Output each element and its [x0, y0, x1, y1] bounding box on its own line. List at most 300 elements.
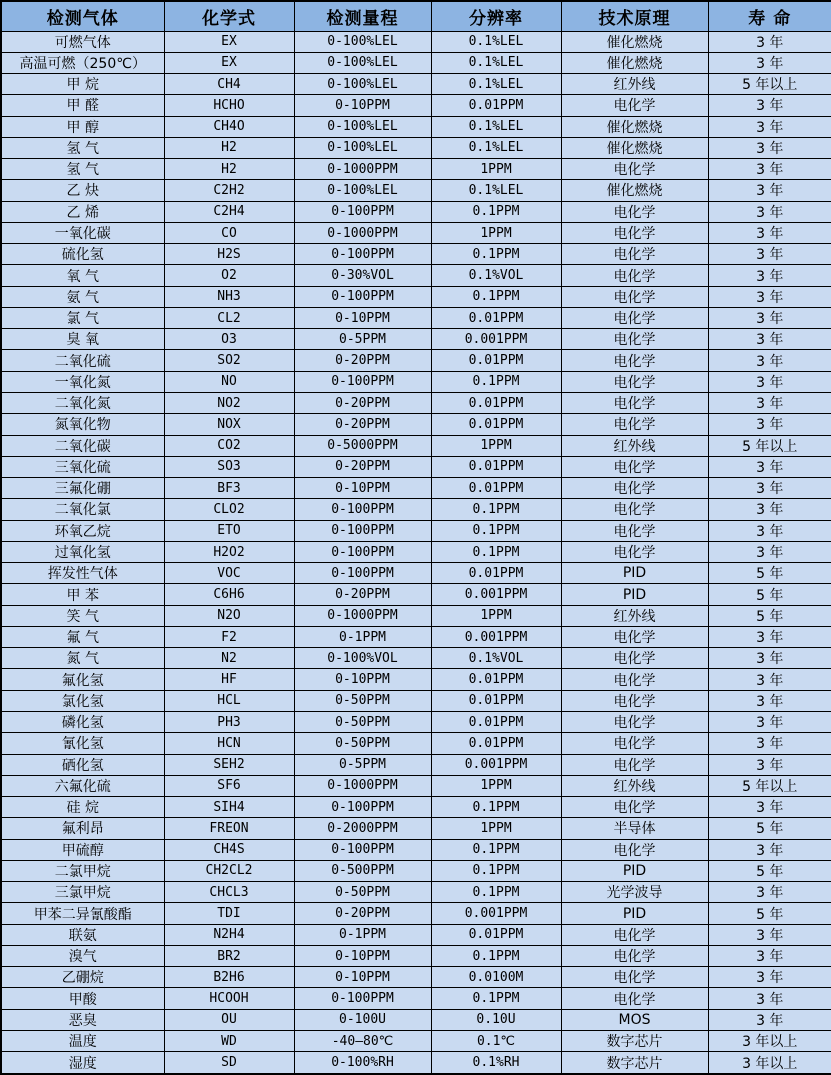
cell-formula: CH4S — [164, 839, 294, 860]
cell-range: 0-100PPM — [294, 499, 431, 520]
table-row — [1, 1009, 831, 1030]
cell-formula: HCN — [164, 733, 294, 754]
cell-lifespan: 3 年 — [708, 626, 831, 647]
cell-principle: 电化学 — [561, 967, 708, 988]
cell-resolution: 0.001PPM — [431, 903, 561, 924]
cell-lifespan: 3 年 — [708, 690, 831, 711]
cell-formula: N2 — [164, 648, 294, 669]
cell-formula: PH3 — [164, 712, 294, 733]
cell-range: 0-500PPM — [294, 860, 431, 881]
cell-principle: 电化学 — [561, 945, 708, 966]
cell-formula: SEH2 — [164, 754, 294, 775]
cell-formula: B2H6 — [164, 967, 294, 988]
table-row — [1, 712, 831, 733]
cell-principle: 电化学 — [561, 924, 708, 945]
cell-resolution: 0.01PPM — [431, 393, 561, 414]
cell-lifespan: 3 年 — [708, 286, 831, 307]
cell-formula: FREON — [164, 818, 294, 839]
cell-formula: NOX — [164, 414, 294, 435]
column-header-principle: 技术原理 — [561, 1, 708, 31]
cell-lifespan: 3 年 — [708, 307, 831, 328]
cell-formula: SF6 — [164, 775, 294, 796]
table-row — [1, 265, 831, 286]
cell-gas: 联氨 — [1, 924, 164, 945]
cell-principle: 电化学 — [561, 626, 708, 647]
table-row — [1, 329, 831, 350]
cell-formula: CH2CL2 — [164, 860, 294, 881]
cell-range: 0-10PPM — [294, 307, 431, 328]
cell-resolution: 0.1PPM — [431, 499, 561, 520]
cell-range: 0-100PPM — [294, 371, 431, 392]
cell-formula: O2 — [164, 265, 294, 286]
column-header-resolution: 分辨率 — [431, 1, 561, 31]
cell-formula: H2O2 — [164, 541, 294, 562]
table-row — [1, 159, 831, 180]
cell-gas: 氨 气 — [1, 286, 164, 307]
cell-gas: 溴气 — [1, 945, 164, 966]
cell-principle: PID — [561, 584, 708, 605]
cell-formula: CHCL3 — [164, 882, 294, 903]
cell-principle: 半导体 — [561, 818, 708, 839]
cell-resolution: 0.1PPM — [431, 371, 561, 392]
cell-lifespan: 5 年 — [708, 903, 831, 924]
cell-formula: N2O — [164, 605, 294, 626]
cell-lifespan: 3 年 — [708, 95, 831, 116]
cell-resolution: 0.10U — [431, 1009, 561, 1030]
cell-gas: 氮 气 — [1, 648, 164, 669]
cell-principle: 光学波导 — [561, 882, 708, 903]
cell-gas: 二氧化氮 — [1, 393, 164, 414]
cell-lifespan: 3 年 — [708, 967, 831, 988]
cell-formula: NH3 — [164, 286, 294, 307]
cell-resolution: 0.0100M — [431, 967, 561, 988]
cell-gas: 可燃气体 — [1, 31, 164, 52]
cell-principle: 电化学 — [561, 499, 708, 520]
cell-gas: 六氟化硫 — [1, 775, 164, 796]
cell-resolution: 0.01PPM — [431, 478, 561, 499]
cell-resolution: 0.1%LEL — [431, 180, 561, 201]
cell-range: 0-50PPM — [294, 882, 431, 903]
cell-lifespan: 3 年 — [708, 499, 831, 520]
cell-lifespan: 3 年 — [708, 350, 831, 371]
cell-range: 0-10PPM — [294, 95, 431, 116]
cell-gas: 氟 气 — [1, 626, 164, 647]
cell-range: 0-100PPM — [294, 563, 431, 584]
cell-lifespan: 3 年 — [708, 180, 831, 201]
cell-range: 0-100%LEL — [294, 74, 431, 95]
cell-lifespan: 3 年 — [708, 52, 831, 73]
table-row — [1, 1030, 831, 1051]
column-header-formula: 化学式 — [164, 1, 294, 31]
cell-range: 0-2000PPM — [294, 818, 431, 839]
cell-principle: PID — [561, 860, 708, 881]
cell-principle: 红外线 — [561, 435, 708, 456]
cell-gas: 甲苯二异氰酸酯 — [1, 903, 164, 924]
cell-range: 0-50PPM — [294, 690, 431, 711]
cell-lifespan: 5 年 — [708, 563, 831, 584]
table-row — [1, 605, 831, 626]
cell-principle: 催化燃烧 — [561, 52, 708, 73]
table-row — [1, 244, 831, 265]
cell-range: 0-1000PPM — [294, 605, 431, 626]
cell-gas: 二氯甲烷 — [1, 860, 164, 881]
cell-formula: CO — [164, 222, 294, 243]
table-row — [1, 95, 831, 116]
cell-range: 0-100%LEL — [294, 52, 431, 73]
cell-gas: 甲 烷 — [1, 74, 164, 95]
cell-gas: 氯 气 — [1, 307, 164, 328]
cell-lifespan: 5 年 — [708, 860, 831, 881]
table-row — [1, 201, 831, 222]
cell-lifespan: 3 年 — [708, 265, 831, 286]
table-row — [1, 945, 831, 966]
cell-formula: EX — [164, 31, 294, 52]
table-row — [1, 116, 831, 137]
table-row — [1, 478, 831, 499]
cell-lifespan: 5 年以上 — [708, 775, 831, 796]
cell-lifespan: 3 年以上 — [708, 1030, 831, 1051]
cell-gas: 氢 气 — [1, 159, 164, 180]
table-row — [1, 733, 831, 754]
cell-lifespan: 3 年 — [708, 201, 831, 222]
table-row — [1, 350, 831, 371]
table-row — [1, 307, 831, 328]
cell-formula: ETO — [164, 520, 294, 541]
cell-principle: 电化学 — [561, 371, 708, 392]
cell-gas: 挥发性气体 — [1, 563, 164, 584]
cell-resolution: 0.1%RH — [431, 1052, 561, 1074]
cell-resolution: 0.1PPM — [431, 945, 561, 966]
cell-gas: 氟利昂 — [1, 818, 164, 839]
cell-lifespan: 3 年 — [708, 393, 831, 414]
cell-gas: 甲 苯 — [1, 584, 164, 605]
cell-formula: NO2 — [164, 393, 294, 414]
cell-lifespan: 3 年 — [708, 244, 831, 265]
cell-resolution: 0.1%LEL — [431, 31, 561, 52]
table-row — [1, 882, 831, 903]
cell-principle: 催化燃烧 — [561, 180, 708, 201]
cell-gas: 乙 烯 — [1, 201, 164, 222]
cell-resolution: 0.001PPM — [431, 626, 561, 647]
cell-gas: 三氟化硼 — [1, 478, 164, 499]
table-row — [1, 74, 831, 95]
cell-lifespan: 3 年 — [708, 712, 831, 733]
cell-formula: SIH4 — [164, 797, 294, 818]
cell-range: 0-50PPM — [294, 733, 431, 754]
cell-resolution: 0.01PPM — [431, 924, 561, 945]
cell-range: 0-10PPM — [294, 669, 431, 690]
cell-resolution: 1PPM — [431, 605, 561, 626]
cell-principle: 电化学 — [561, 754, 708, 775]
cell-lifespan: 3 年 — [708, 478, 831, 499]
cell-resolution: 0.1PPM — [431, 201, 561, 222]
cell-principle: 红外线 — [561, 74, 708, 95]
cell-resolution: 1PPM — [431, 818, 561, 839]
cell-principle: 红外线 — [561, 775, 708, 796]
cell-resolution: 0.1%LEL — [431, 116, 561, 137]
cell-resolution: 1PPM — [431, 222, 561, 243]
cell-resolution: 0.1PPM — [431, 244, 561, 265]
cell-lifespan: 3 年 — [708, 371, 831, 392]
cell-resolution: 1PPM — [431, 775, 561, 796]
cell-lifespan: 3 年 — [708, 924, 831, 945]
cell-formula: C6H6 — [164, 584, 294, 605]
cell-formula: H2S — [164, 244, 294, 265]
column-header-lifespan: 寿 命 — [708, 1, 831, 31]
cell-formula: CH4O — [164, 116, 294, 137]
cell-gas: 湿度 — [1, 1052, 164, 1074]
cell-formula: SD — [164, 1052, 294, 1074]
cell-gas: 二氧化硫 — [1, 350, 164, 371]
cell-resolution: 1PPM — [431, 159, 561, 180]
cell-lifespan: 3 年 — [708, 882, 831, 903]
cell-gas: 硫化氢 — [1, 244, 164, 265]
cell-resolution: 0.1PPM — [431, 882, 561, 903]
column-header-range: 检测量程 — [294, 1, 431, 31]
cell-resolution: 0.001PPM — [431, 754, 561, 775]
cell-resolution: 0.1℃ — [431, 1030, 561, 1051]
cell-resolution: 0.1PPM — [431, 520, 561, 541]
cell-gas: 甲硫醇 — [1, 839, 164, 860]
table-row — [1, 222, 831, 243]
cell-resolution: 0.01PPM — [431, 456, 561, 477]
cell-principle: 电化学 — [561, 159, 708, 180]
table-row — [1, 180, 831, 201]
cell-range: 0-30%VOL — [294, 265, 431, 286]
cell-resolution: 0.1%LEL — [431, 137, 561, 158]
cell-formula: HCHO — [164, 95, 294, 116]
cell-principle: 电化学 — [561, 797, 708, 818]
cell-formula: BF3 — [164, 478, 294, 499]
header-row — [1, 1, 831, 31]
cell-resolution: 0.01PPM — [431, 95, 561, 116]
table-row — [1, 584, 831, 605]
cell-gas: 磷化氢 — [1, 712, 164, 733]
cell-range: 0-1000PPM — [294, 159, 431, 180]
cell-formula: SO3 — [164, 456, 294, 477]
cell-resolution: 0.01PPM — [431, 733, 561, 754]
cell-principle: 催化燃烧 — [561, 116, 708, 137]
cell-gas: 二氧化氯 — [1, 499, 164, 520]
cell-range: 0-10PPM — [294, 967, 431, 988]
table-row — [1, 626, 831, 647]
table-row — [1, 818, 831, 839]
cell-formula: H2 — [164, 137, 294, 158]
cell-range: 0-100%LEL — [294, 31, 431, 52]
cell-formula: WD — [164, 1030, 294, 1051]
cell-lifespan: 5 年 — [708, 584, 831, 605]
cell-lifespan: 3 年 — [708, 669, 831, 690]
cell-lifespan: 3 年 — [708, 520, 831, 541]
table-row — [1, 860, 831, 881]
cell-gas: 硅 烷 — [1, 797, 164, 818]
table-row — [1, 520, 831, 541]
cell-principle: 电化学 — [561, 286, 708, 307]
table-row — [1, 137, 831, 158]
table-row — [1, 414, 831, 435]
cell-principle: 电化学 — [561, 414, 708, 435]
cell-range: 0-50PPM — [294, 712, 431, 733]
cell-lifespan: 3 年 — [708, 329, 831, 350]
cell-resolution: 0.1PPM — [431, 286, 561, 307]
cell-resolution: 0.1PPM — [431, 797, 561, 818]
cell-lifespan: 5 年 — [708, 605, 831, 626]
cell-range: 0-100PPM — [294, 520, 431, 541]
cell-formula: C2H2 — [164, 180, 294, 201]
cell-range: 0-1000PPM — [294, 775, 431, 796]
cell-resolution: 0.01PPM — [431, 414, 561, 435]
cell-resolution: 0.1PPM — [431, 541, 561, 562]
cell-resolution: 1PPM — [431, 435, 561, 456]
cell-resolution: 0.1%VOL — [431, 265, 561, 286]
cell-principle: 电化学 — [561, 712, 708, 733]
cell-formula: TDI — [164, 903, 294, 924]
cell-lifespan: 3 年 — [708, 31, 831, 52]
cell-principle: 电化学 — [561, 329, 708, 350]
cell-lifespan: 5 年以上 — [708, 435, 831, 456]
cell-principle: MOS — [561, 1009, 708, 1030]
cell-resolution: 0.1PPM — [431, 988, 561, 1009]
cell-lifespan: 3 年 — [708, 222, 831, 243]
table-body — [1, 31, 831, 1074]
table-row — [1, 393, 831, 414]
cell-principle: 数字芯片 — [561, 1030, 708, 1051]
cell-principle: 数字芯片 — [561, 1052, 708, 1074]
cell-lifespan: 3 年 — [708, 988, 831, 1009]
cell-lifespan: 3 年 — [708, 116, 831, 137]
cell-lifespan: 5 年以上 — [708, 74, 831, 95]
table-row — [1, 648, 831, 669]
table-row — [1, 541, 831, 562]
cell-resolution: 0.1%VOL — [431, 648, 561, 669]
cell-gas: 温度 — [1, 1030, 164, 1051]
cell-principle: 电化学 — [561, 988, 708, 1009]
cell-range: 0-20PPM — [294, 584, 431, 605]
cell-range: 0-100PPM — [294, 988, 431, 1009]
cell-gas: 恶臭 — [1, 1009, 164, 1030]
cell-gas: 甲酸 — [1, 988, 164, 1009]
cell-gas: 笑 气 — [1, 605, 164, 626]
cell-principle: 电化学 — [561, 350, 708, 371]
cell-lifespan: 3 年 — [708, 754, 831, 775]
cell-formula: CLO2 — [164, 499, 294, 520]
cell-formula: N2H4 — [164, 924, 294, 945]
cell-gas: 乙硼烷 — [1, 967, 164, 988]
cell-principle: 催化燃烧 — [561, 137, 708, 158]
table-row — [1, 435, 831, 456]
cell-principle: 红外线 — [561, 605, 708, 626]
cell-lifespan: 3 年 — [708, 839, 831, 860]
cell-lifespan: 3 年以上 — [708, 1052, 831, 1074]
cell-range: 0-1PPM — [294, 626, 431, 647]
cell-resolution: 0.01PPM — [431, 563, 561, 584]
cell-gas: 环氧乙烷 — [1, 520, 164, 541]
cell-formula: CL2 — [164, 307, 294, 328]
cell-range: 0-100PPM — [294, 541, 431, 562]
table-row — [1, 499, 831, 520]
cell-principle: PID — [561, 563, 708, 584]
table-row — [1, 669, 831, 690]
cell-gas: 氢 气 — [1, 137, 164, 158]
cell-formula: VOC — [164, 563, 294, 584]
cell-range: 0-5PPM — [294, 754, 431, 775]
cell-range: -40—80℃ — [294, 1030, 431, 1051]
cell-resolution: 0.01PPM — [431, 669, 561, 690]
cell-formula: H2 — [164, 159, 294, 180]
cell-gas: 硒化氢 — [1, 754, 164, 775]
cell-principle: 电化学 — [561, 95, 708, 116]
table-row — [1, 988, 831, 1009]
cell-lifespan: 5 年 — [708, 818, 831, 839]
cell-range: 0-10PPM — [294, 478, 431, 499]
table-row — [1, 754, 831, 775]
cell-formula: OU — [164, 1009, 294, 1030]
cell-gas: 一氧化氮 — [1, 371, 164, 392]
cell-range: 0-100PPM — [294, 201, 431, 222]
cell-principle: 电化学 — [561, 307, 708, 328]
cell-gas: 氯化氢 — [1, 690, 164, 711]
cell-resolution: 0.01PPM — [431, 350, 561, 371]
table-row — [1, 839, 831, 860]
cell-principle: 电化学 — [561, 201, 708, 222]
cell-gas: 氟化氢 — [1, 669, 164, 690]
cell-principle: 电化学 — [561, 648, 708, 669]
cell-gas: 甲 醛 — [1, 95, 164, 116]
cell-formula: F2 — [164, 626, 294, 647]
cell-principle: 电化学 — [561, 839, 708, 860]
cell-lifespan: 3 年 — [708, 797, 831, 818]
cell-range: 0-20PPM — [294, 414, 431, 435]
cell-formula: HF — [164, 669, 294, 690]
cell-lifespan: 3 年 — [708, 159, 831, 180]
cell-range: 0-1PPM — [294, 924, 431, 945]
table-row — [1, 903, 831, 924]
cell-formula: EX — [164, 52, 294, 73]
cell-lifespan: 3 年 — [708, 1009, 831, 1030]
cell-gas: 一氧化碳 — [1, 222, 164, 243]
cell-formula: C2H4 — [164, 201, 294, 222]
cell-resolution: 0.001PPM — [431, 329, 561, 350]
cell-principle: 电化学 — [561, 669, 708, 690]
cell-lifespan: 3 年 — [708, 945, 831, 966]
cell-range: 0-100%RH — [294, 1052, 431, 1074]
cell-lifespan: 3 年 — [708, 137, 831, 158]
cell-range: 0-100PPM — [294, 244, 431, 265]
cell-principle: 电化学 — [561, 690, 708, 711]
table-row — [1, 924, 831, 945]
cell-resolution: 0.01PPM — [431, 690, 561, 711]
cell-lifespan: 3 年 — [708, 648, 831, 669]
cell-range: 0-20PPM — [294, 903, 431, 924]
table-row — [1, 967, 831, 988]
cell-formula: CH4 — [164, 74, 294, 95]
cell-range: 0-100PPM — [294, 839, 431, 860]
table-row — [1, 52, 831, 73]
table-row — [1, 456, 831, 477]
cell-lifespan: 3 年 — [708, 414, 831, 435]
cell-lifespan: 3 年 — [708, 456, 831, 477]
table-row — [1, 775, 831, 796]
cell-range: 0-5000PPM — [294, 435, 431, 456]
cell-gas: 臭 氧 — [1, 329, 164, 350]
cell-principle: 电化学 — [561, 456, 708, 477]
cell-range: 0-100U — [294, 1009, 431, 1030]
cell-principle: 催化燃烧 — [561, 31, 708, 52]
table-row — [1, 31, 831, 52]
cell-range: 0-5PPM — [294, 329, 431, 350]
cell-range: 0-10PPM — [294, 945, 431, 966]
cell-principle: 电化学 — [561, 244, 708, 265]
